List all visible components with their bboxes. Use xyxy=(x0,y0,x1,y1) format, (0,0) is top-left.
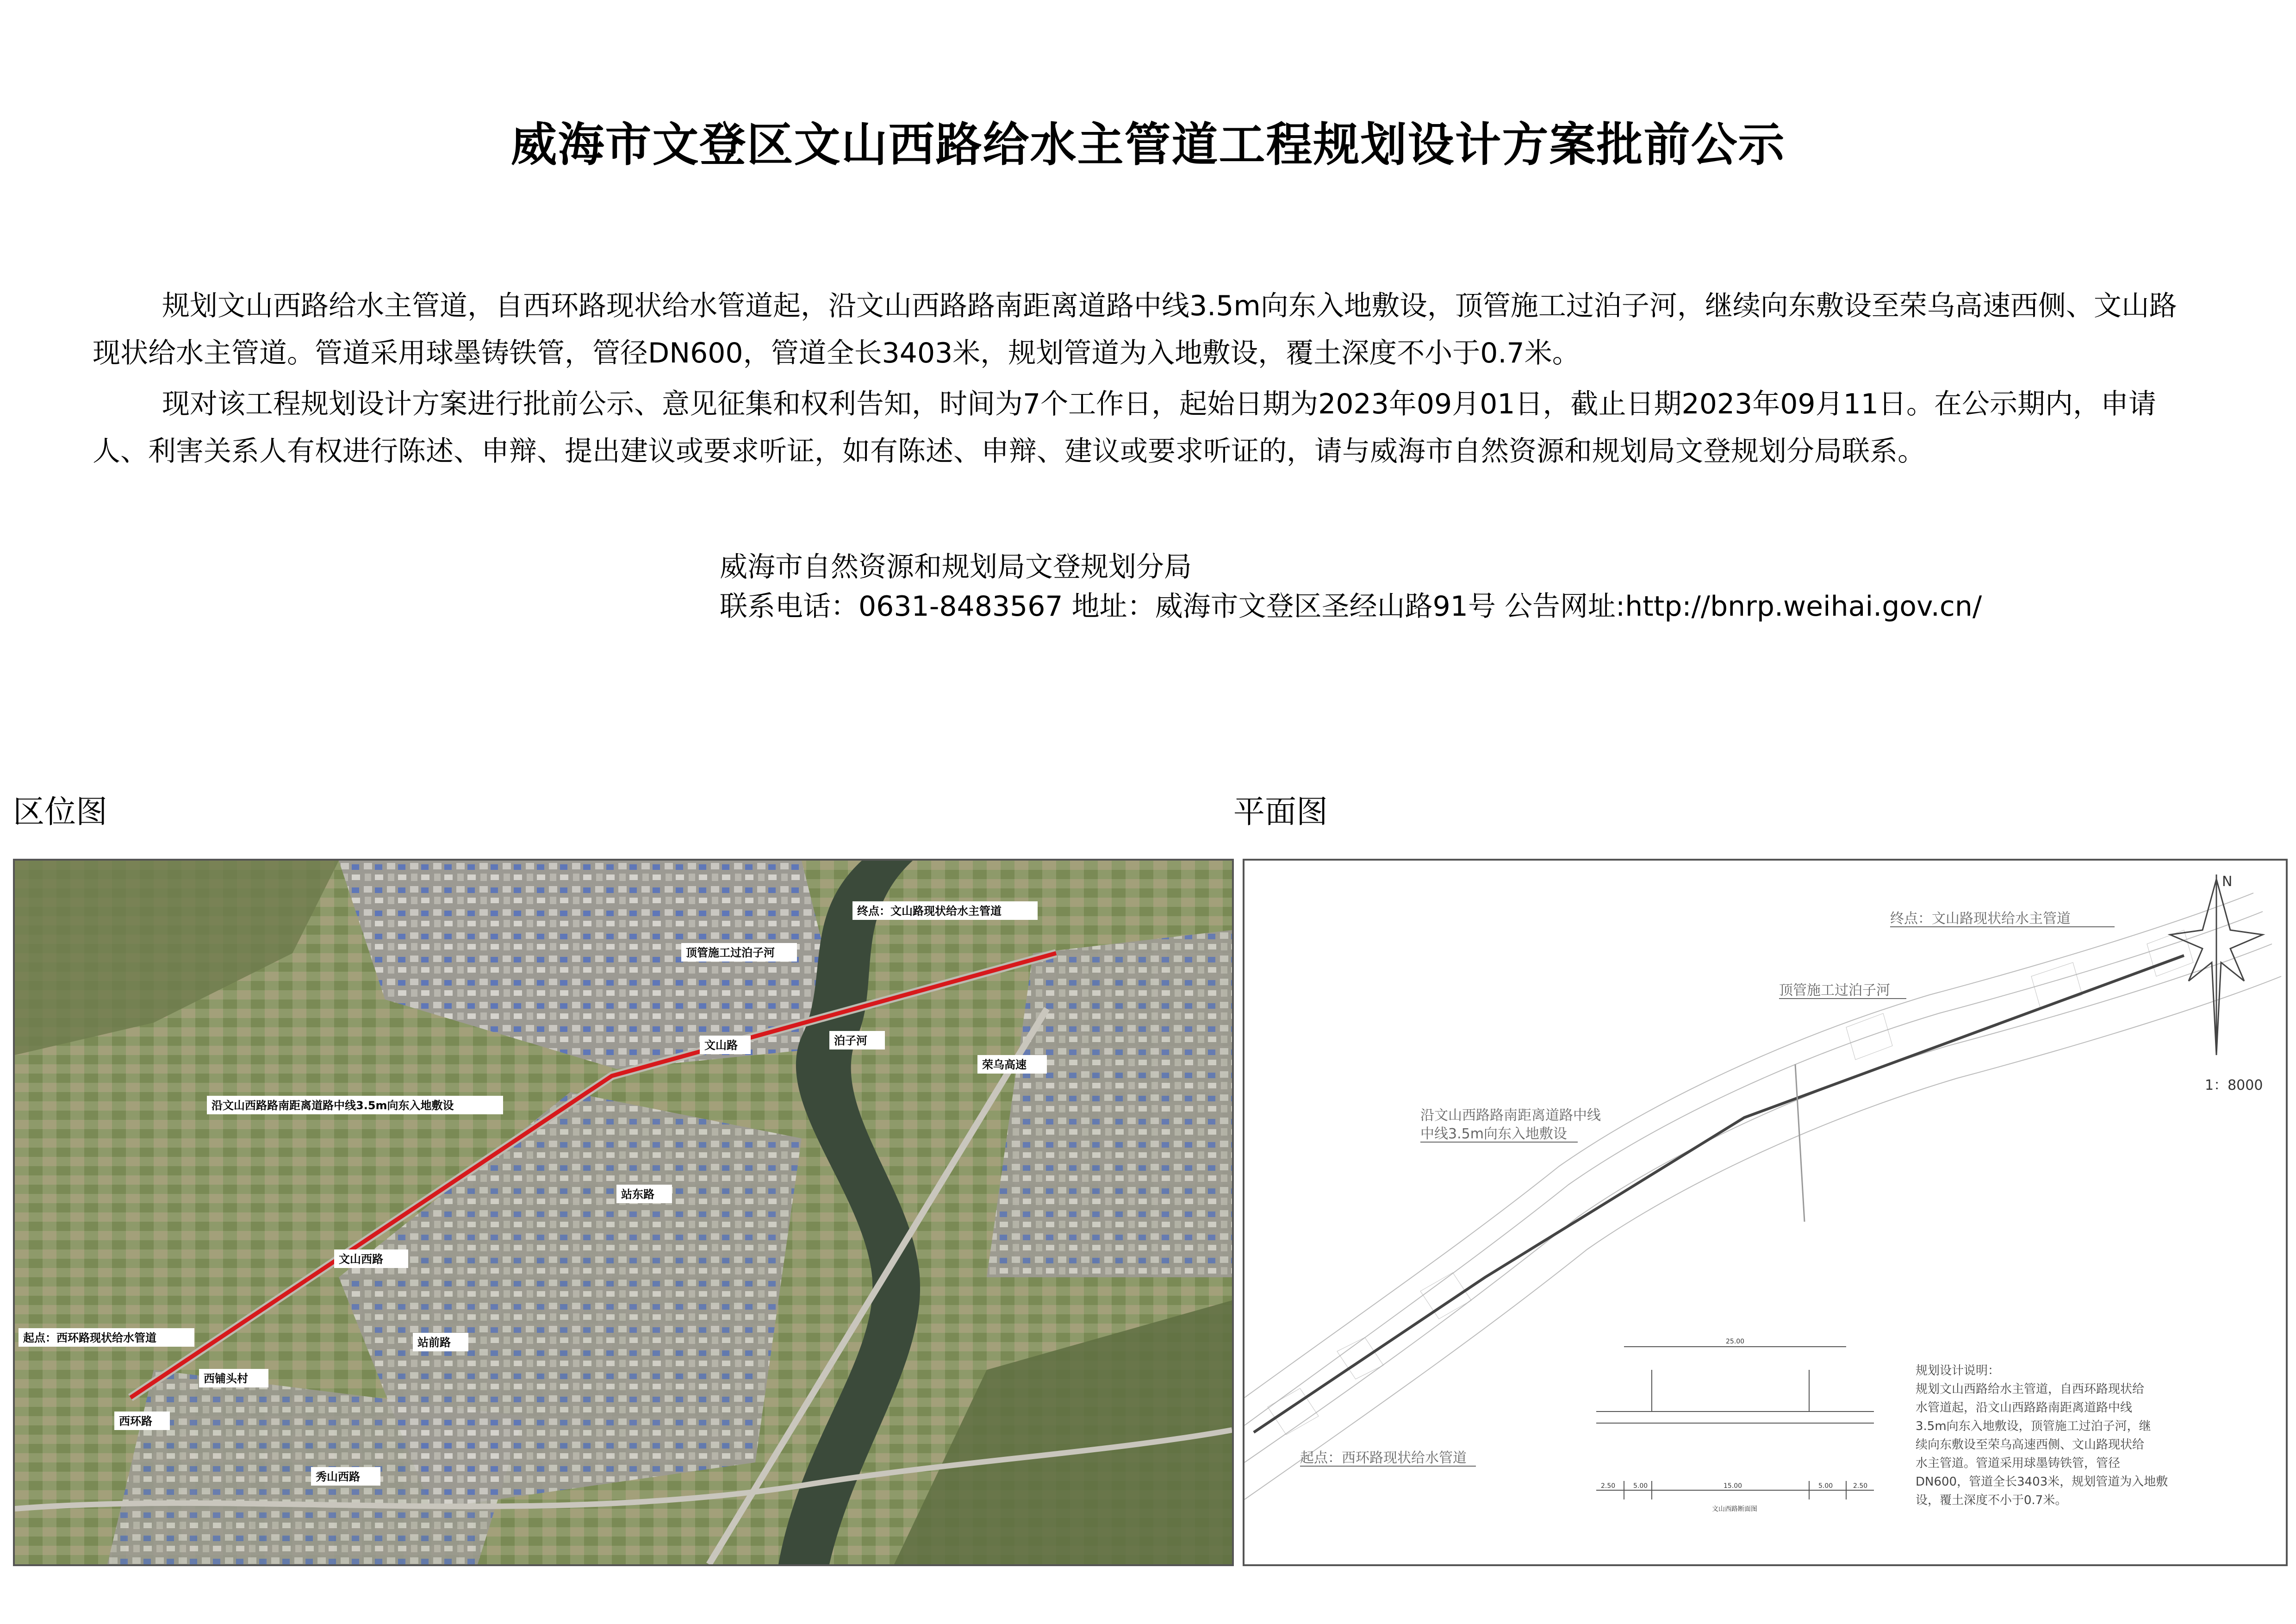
section-dim-5: 2.50 xyxy=(1853,1482,1868,1490)
location-map xyxy=(13,859,1234,1566)
location-map-heading: 区位图 xyxy=(13,794,108,831)
section-title: 文山西路断面图 xyxy=(1712,1505,1757,1513)
label-zhandong: 站东路 xyxy=(621,1188,654,1201)
plan-pipeline xyxy=(1254,956,2184,1432)
label-wenshan-west: 文山西路 xyxy=(339,1253,383,1266)
page-title: 威海市文登区文山西路给水主管道工程规划设计方案批前公示 xyxy=(510,118,1786,172)
label-along: 沿文山西路路南距离道路中线3.5m向东入地敷设 xyxy=(212,1099,454,1112)
road-cross-section xyxy=(1596,1347,1874,1499)
label-start: 起点：西环路现状给水管道 xyxy=(23,1331,156,1344)
section-dim-2: 5.00 xyxy=(1633,1482,1648,1490)
notes-line-5: 水主管道。管道采用球墨铸铁管，管径 xyxy=(1916,1456,2121,1470)
label-jacking: 顶管施工过泊子河 xyxy=(686,946,775,959)
plan-label-jacking: 顶管施工过泊子河 xyxy=(1779,982,1890,999)
label-zhanqian: 站前路 xyxy=(417,1336,451,1349)
plan-label-start: 起点：西环路现状给水管道 xyxy=(1300,1450,1467,1466)
paragraph-1: 规划文山西路给水主管道，自西环路现状给水管道起，沿文山西路路南距离道路中线3.5m向东入地敷设，顶管施工过泊子河，继续向东敷设至荣乌高速西侧、文山路现状给水主管道。管道采用球墨铸铁管，管径DN600，管道全长3403米，规划管道为入地敷设，覆土深度不小于0.7米。 xyxy=(93,290,2177,369)
section-total: 25.00 xyxy=(1726,1338,1745,1345)
notes-line-2: 水管道起，沿文山西路路南距离道路中线 xyxy=(1916,1401,2133,1415)
notes-line-1: 规划文山西路给水主管道，自西环路现状给 xyxy=(1916,1382,2145,1396)
notes-line-3: 3.5m向东入地敷设，顶管施工过泊子河，继 xyxy=(1916,1419,2151,1433)
notes-line-6: DN600，管道全长3403米，规划管道为入地敷 xyxy=(1916,1475,2168,1489)
section-dim-3: 15.00 xyxy=(1724,1482,1742,1490)
signature-contact: 联系电话：0631-8483567 地址：威海市文登区圣经山路91号 公告网址:http://bnrp.weihai.gov.cn/ xyxy=(720,590,1982,623)
plan-map-heading: 平面图 xyxy=(1233,794,1328,831)
scale-label: 1：8000 xyxy=(2205,1077,2263,1093)
section-dim-1: 2.50 xyxy=(1601,1482,1616,1490)
notes-line-0: 规划设计说明： xyxy=(1916,1364,2000,1378)
paragraph-2: 现对该工程规划设计方案进行批前公示、意见征集和权利告知，时间为7个工作日，起始日期为2023年09月01日，截止日期2023年09月11日。在公示期内，申请人、利害关系人有权进行陈述、申辩、提出建议或要求听证，如有陈述、申辩、建议或要求听证的，请与威海市自然资源和规划局文登规划分局联系。 xyxy=(93,388,2156,468)
north-arrow-icon xyxy=(2170,874,2263,1055)
signature-org: 威海市自然资源和规划局文登规划分局 xyxy=(720,551,1192,583)
label-xihuan: 西环路 xyxy=(119,1415,152,1428)
north-label: N xyxy=(2222,874,2233,890)
location-map-canvas xyxy=(15,861,1232,1564)
label-xipu: 西铺头村 xyxy=(204,1372,248,1385)
plan-map xyxy=(1243,859,2288,1566)
plan-label-along-2: 中线3.5m向东入地敷设 xyxy=(1420,1126,1567,1142)
label-wenshan-road: 文山路 xyxy=(704,1039,738,1052)
section-dim-4: 5.00 xyxy=(1818,1482,1833,1490)
plan-label-end: 终点：文山路现状给水主管道 xyxy=(1890,911,2071,927)
label-xiushan: 秀山西路 xyxy=(316,1470,360,1483)
notes-line-7: 设，覆土深度不小于0.7米。 xyxy=(1916,1493,2067,1507)
label-pozi-river: 泊子河 xyxy=(834,1034,867,1047)
plan-label-along-1: 沿文山西路路南距离道路中线 xyxy=(1420,1107,1601,1124)
label-end: 终点：文山路现状给水主管道 xyxy=(857,905,1002,918)
plan-map-canvas xyxy=(1244,861,2286,1564)
label-rongwu: 荣乌高速 xyxy=(982,1058,1027,1071)
notes-line-4: 续向东敷设至荣乌高速西侧、文山路现状给 xyxy=(1916,1438,2145,1452)
